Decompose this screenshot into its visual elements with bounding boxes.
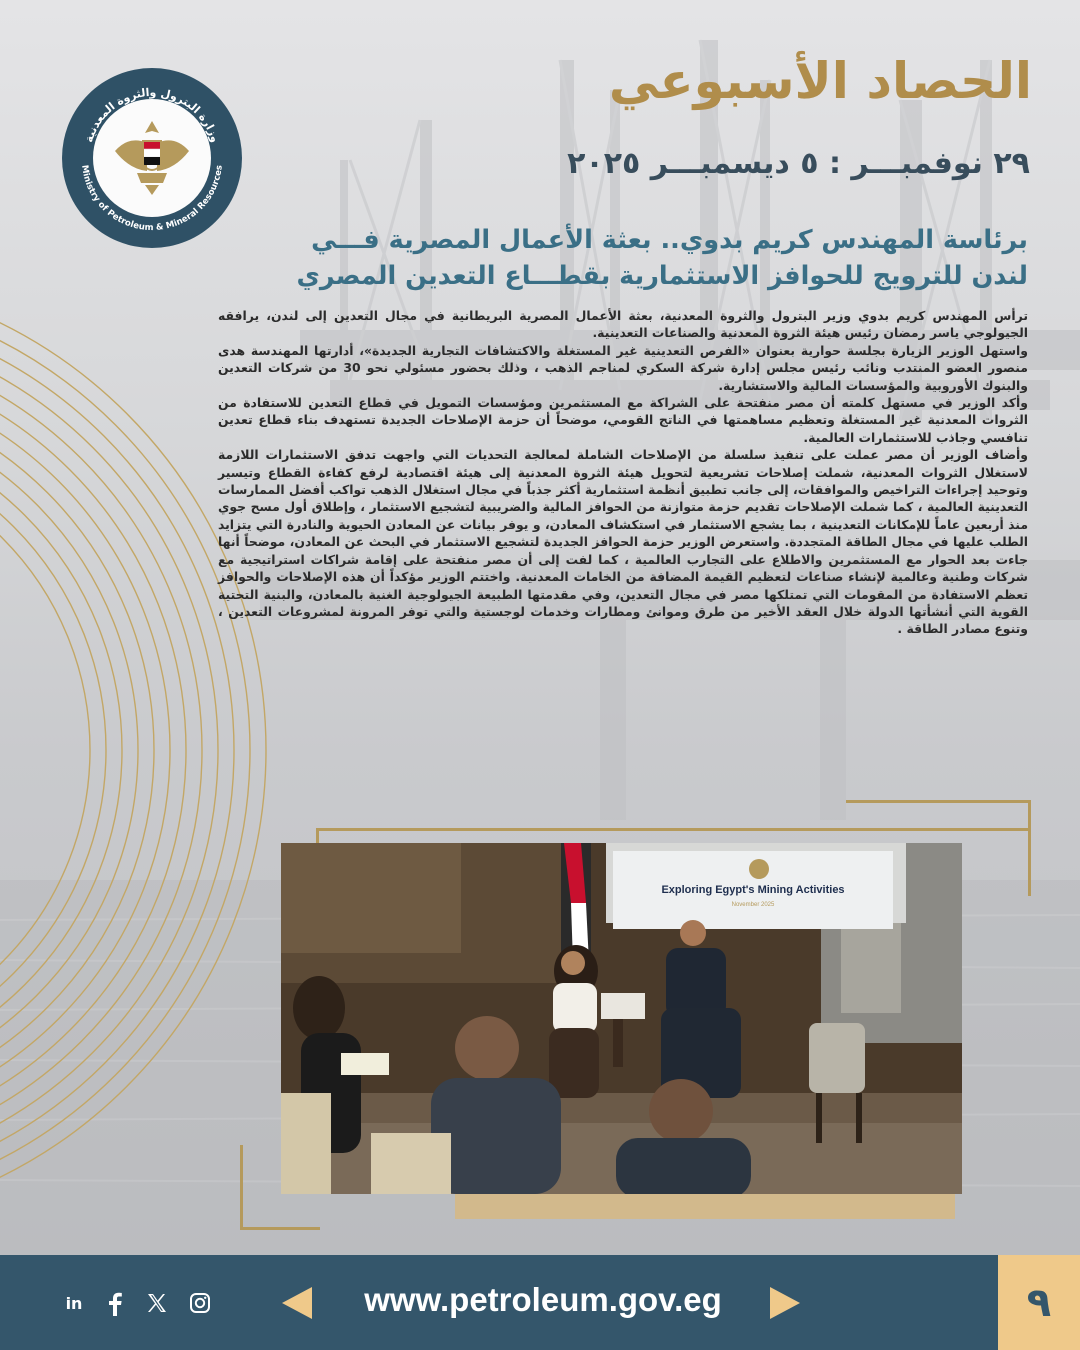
svg-text:Ministry of Petroleum & Minera: Ministry of Petroleum & Mineral Resources — [79, 164, 225, 234]
previous-arrow-icon[interactable] — [280, 1285, 314, 1321]
logo-ring-text — [62, 68, 242, 248]
page-number: ٩ — [998, 1255, 1080, 1350]
instagram-icon[interactable] — [188, 1291, 212, 1315]
next-arrow-icon[interactable] — [768, 1285, 802, 1321]
photo-frame-accent — [455, 1193, 955, 1219]
page-title: الحصاد الأسبوعي — [608, 52, 1032, 110]
article-body: ترأس المهندس كريم بدوي وزير البترول والثروة المعدنية، بعثة الأعمال المصرية البريطانية في مجال التعدين إلى لندن، يرافقه الجيولوجي ياسر رمضان رئيس هيئة الثروة المعدنية والصناعات التعدينية. واستهل الوزير الزيارة بجلسة حوارية بعنوان «الفرص التعدينية غير المستغلة والاكتشافات التجارية الجديدة»، أدارتها المهندسة هدى منصور العضو المنتدب ونائب رئيس مجلس إدارة شركة السكري لمناجم الذهب ، وذلك بحضور مسئولي نحو 30 من شركات التعدين والبنوك الأوروبية والمؤسسات المالية والاستشارية. وأكد الوزير في مستهل كلمته أن مصر منفتحة على الشراكة مع المستثمرين ومؤسسات التمويل في قطاع التعدين للاستفادة من الثروات المعدنية غير المستغلة وتعظيم مساهمتها في الناتج القومي، موضحاً أن حزمة الإصلاحات الجديدة تستهدف بناء قطاع تعدين تنافسي وجاذب للاستثمارات العالمية. وأضاف الوزير أن مصر عملت على تنفيذ سلسلة من الإصلاحات الشاملة لمعالجة التحديات التي واجهت تدفق الاستثمارات اللازمة لاستغلال الثروات المعدنية، شملت إصلاحات تشريعية لتحويل هيئة الثروة المعدنية إلى هيئة اقتصادية لرفع كفاءة القطاع وتيسير وتوحيد إجراءات التراخيص والموافقات، إلى جانب تطبيق أنظمة استثمارية أكثر جذباً في مجال استغلال الذهب تواكب أفضل الممارسات التعدينية العالمية ، كما شملت الإصلاحات تقديم حزمة متوازنة من الحوافز المالية والضريبية لتشجيع الاستثمار ، وإطلاق أول مسح جوي منذ أربعين عاماً للإمكانات التعدينية ، بما يشجع الاستثمار في استكشاف المعادن، و يوفر بيانات عن المعادن الحيوية والنادرة التي يتزايد الطلب عليها في مجال الطاقة المتجددة. واستعرض الوزير حزمة الحوافز الجديدة لتشجيع الاستثمار في البحث عن المعادن، موضحاً أنها جاءت بعد الحوار مع المستثمرين والاطلاع على التجارب العالمية ، كما لفت إلى أن مصر منفتحة على إقامة شراكات استراتيجية مع شركات وطنية وعالمية لإنشاء صناعات لتعظيم القيمة المضافة من الخامات المعدنية. واختتم الوزير مؤكداً أن هذه الإصلاحات والحوافز تعظم الاستفادة من المقومات التي تمتلكها مصر في مجال التعدين، وفي مقدمتها الطبيعة الجيولوجية الغنية بالمعادن، والبنية التحتية القوية التي أنشأتها الدولة خلال العقد الأخير من طرق وموانئ ومطارات وخدمات لوجستية والتي توفر المرونة لمشروعات التعدين ، وتنوع مصادر الطاقة . — [218, 308, 1028, 637]
facebook-icon[interactable] — [103, 1291, 127, 1315]
photo-frame-line — [316, 828, 319, 844]
article-headline: برئاسة المهندس كريم بدوي.. بعثة الأعمال المصرية فـــي لندن للترويج للحوافز الاستثمارية بقطـــاع التعدين المصري — [296, 225, 1028, 291]
photo-frame-line — [240, 1227, 320, 1230]
date-range: ٢٩ نوفمبـــر : ٥ ديسمبـــر ٢٠٢٥ — [567, 146, 1030, 181]
photo-frame-line — [240, 1145, 243, 1230]
event-photo — [281, 843, 962, 1194]
screen-subtitle: November 2025 — [731, 902, 775, 908]
website-link[interactable]: www.petroleum.gov.eg — [364, 1281, 722, 1318]
ministry-logo — [62, 68, 242, 248]
footer-bar — [0, 1255, 1080, 1350]
screen-title: Exploring Egypt's Mining Activities — [661, 884, 845, 896]
panel-discussion-photo-illustration — [281, 843, 962, 1194]
linkedin-icon[interactable] — [62, 1291, 86, 1315]
x-icon[interactable] — [145, 1291, 169, 1315]
svg-text:وزارة البترول والثروة المعدنية: وزارة البترول والثروة المعدنية — [82, 85, 222, 144]
svg-text:in: in — [65, 1294, 83, 1313]
